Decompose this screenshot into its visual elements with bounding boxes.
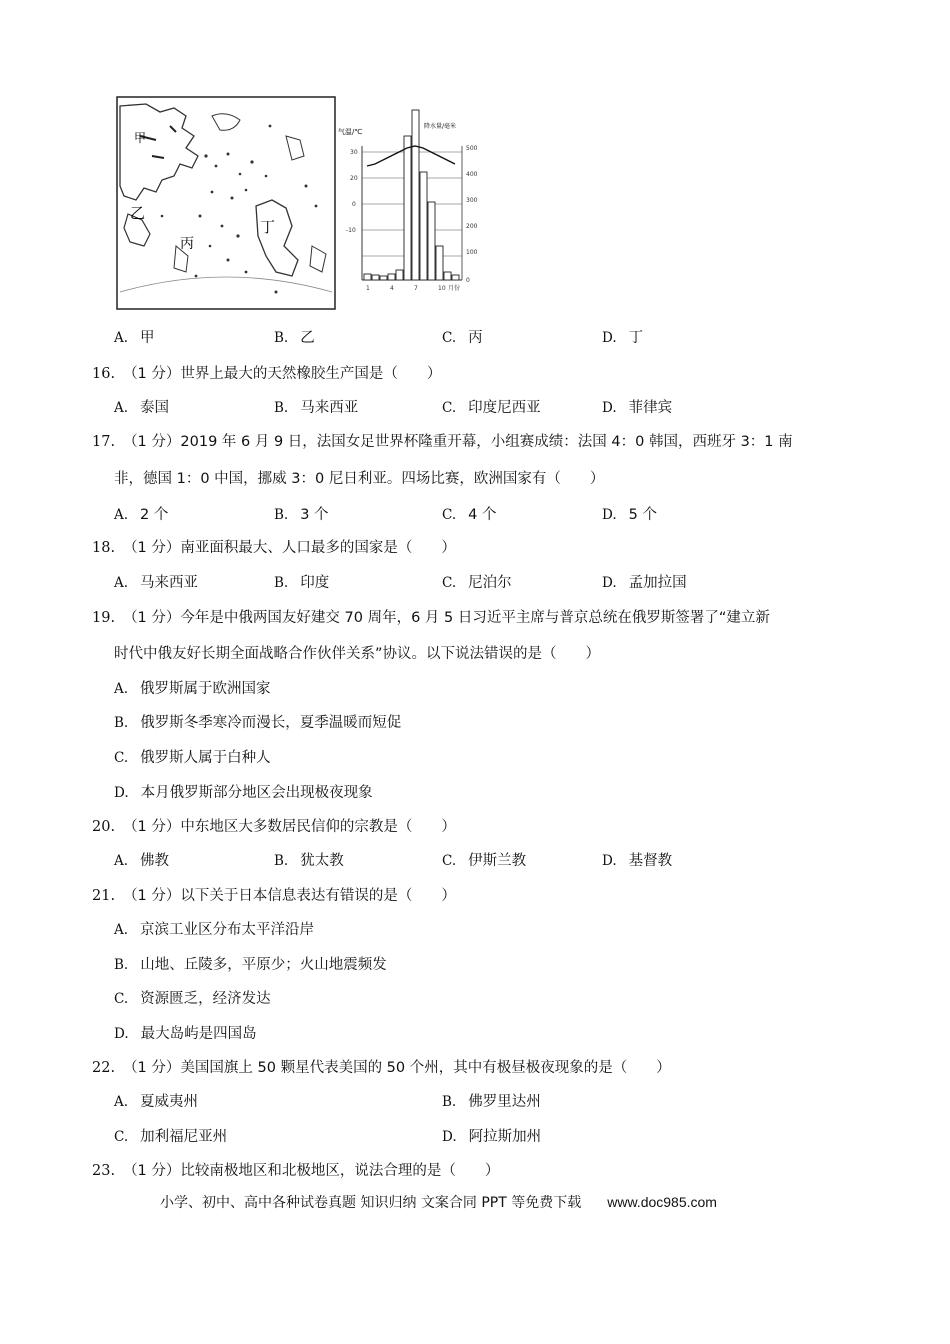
option-d[interactable]: D. 孟加拉国 <box>602 575 687 591</box>
option-c[interactable]: C. 尼泊尔 <box>442 575 512 591</box>
option-c[interactable]: C. 丙 <box>442 330 483 346</box>
question-19-continued: 时代中俄友好长期全面战略合作伙伴关系”协议。以下说法错误的是（ ） <box>114 646 601 662</box>
option-text: 4 个 <box>468 507 497 523</box>
option-a[interactable]: A. 京滨工业区分布太平洋沿岸 <box>114 922 315 938</box>
option-a[interactable]: A. 佛教 <box>114 853 170 869</box>
option-text: 马来西亚 <box>300 400 359 416</box>
option-text: 佛罗里达州 <box>468 1094 541 1110</box>
option-c[interactable]: C. 伊斯兰教 <box>442 853 527 869</box>
option-text: 佛教 <box>140 853 170 869</box>
option-c[interactable]: C. 加利福尼亚州 <box>114 1129 228 1145</box>
option-d[interactable]: D. 菲律宾 <box>602 400 673 416</box>
option-a[interactable]: A. 俄罗斯属于欧洲国家 <box>114 681 271 697</box>
question-21: 21. （1 分）以下关于日本信息表达有错误的是（ ） <box>92 888 456 904</box>
option-text: 犹太教 <box>300 853 344 869</box>
temp-axis-label: 气温/℃ <box>338 128 363 136</box>
precip-tick: 100 <box>466 249 478 256</box>
month-tick: 4 <box>390 285 394 292</box>
precip-tick: 200 <box>466 223 478 230</box>
map-label-bing: 丙 <box>180 236 194 252</box>
option-text: 阿拉斯加州 <box>468 1129 542 1145</box>
question-23: 23. （1 分）比较南极地区和北极地区，说法合理的是（ ） <box>92 1163 500 1179</box>
option-text: 资源匮乏，经济发达 <box>140 991 271 1007</box>
option-text: 乙 <box>300 330 315 346</box>
footer-site-link[interactable]: www.doc985.com <box>607 1194 717 1210</box>
option-b[interactable]: B. 乙 <box>274 330 315 346</box>
precip-tick: 400 <box>466 171 478 178</box>
map <box>117 97 335 309</box>
option-b[interactable]: B. 马来西亚 <box>274 400 359 416</box>
question-20: 20. （1 分）中东地区大多数居民信仰的宗教是（ ） <box>92 819 456 835</box>
option-d[interactable]: D. 本月俄罗斯部分地区会出现极夜现象 <box>114 785 373 801</box>
option-text: 印度 <box>300 575 330 591</box>
option-text: 2 个 <box>140 507 169 523</box>
question-19: 19. （1 分）今年是中俄两国友好建交 70 周年，6 月 5 日习近平主席与普京总统在俄罗斯签署了“建立新 <box>92 610 770 626</box>
question-16: 16. （1 分）世界上最大的天然橡胶生产国是（ ） <box>92 366 442 382</box>
option-a[interactable]: A. 夏威夷州 <box>114 1094 199 1110</box>
option-text: 印度尼西亚 <box>468 400 541 416</box>
map-label-ding: 丁 <box>260 218 276 236</box>
option-text: 京滨工业区分布太平洋沿岸 <box>140 922 315 938</box>
option-d[interactable]: D. 阿拉斯加州 <box>442 1129 542 1145</box>
month-tick: 10 <box>438 285 446 292</box>
temp-tick: 30 <box>350 149 358 156</box>
temp-tick: 20 <box>350 175 358 182</box>
option-c[interactable]: C. 俄罗斯人属于白种人 <box>114 750 271 766</box>
option-text: 马来西亚 <box>140 575 199 591</box>
option-d[interactable]: D. 基督教 <box>602 853 673 869</box>
option-b[interactable]: B. 俄罗斯冬季寒冷而漫长，夏季温暖而短促 <box>114 715 402 731</box>
option-c[interactable]: C. 印度尼西亚 <box>442 400 541 416</box>
option-c[interactable]: C. 4 个 <box>442 507 497 523</box>
option-text: 泰国 <box>140 400 170 416</box>
option-text: 菲律宾 <box>628 400 673 416</box>
option-text: 丁 <box>628 330 644 346</box>
option-text: 本月俄罗斯部分地区会出现极夜现象 <box>140 785 373 801</box>
question-18: 18. （1 分）南亚面积最大、人口最多的国家是（ ） <box>92 540 456 556</box>
option-text: 5 个 <box>628 507 657 523</box>
option-d[interactable]: D. 5 个 <box>602 507 657 523</box>
option-text: 尼泊尔 <box>468 575 512 591</box>
question-17-continued: 非，德国 1：0 中国，挪威 3：0 尼日利亚。四场比赛，欧洲国家有（ ） <box>114 471 605 487</box>
question-17: 17. （1 分）2019 年 6 月 9 日，法国女足世界杯隆重开幕，小组赛成绩：法国 4：0 韩国，西班牙 3：1 南 <box>92 434 793 450</box>
month-tick: 7 <box>414 285 418 292</box>
map-label-jia: 甲 <box>134 131 147 145</box>
option-d[interactable]: D. 丁 <box>602 330 644 346</box>
option-text: 丙 <box>468 330 483 346</box>
option-c[interactable]: C. 资源匮乏，经济发达 <box>114 991 271 1007</box>
climate-chart <box>338 110 478 292</box>
option-text: 甲 <box>140 330 155 346</box>
option-a[interactable]: A. 2 个 <box>114 507 169 523</box>
option-text: 3 个 <box>300 507 329 523</box>
temp-tick: -10 <box>346 227 356 234</box>
option-b[interactable]: B. 山地、丘陵多，平原少；火山地震频发 <box>114 957 387 973</box>
option-text: 夏威夷州 <box>140 1094 199 1110</box>
month-tick: 1 <box>366 285 370 292</box>
question-22: 22. （1 分）美国国旗上 50 颗星代表美国的 50 个州，其中有极昼极夜现象的是（ ） <box>92 1060 671 1076</box>
precip-tick: 500 <box>466 145 478 152</box>
option-b[interactable]: B. 犹太教 <box>274 853 344 869</box>
precip-legend: 降水量/毫米 <box>424 123 457 130</box>
option-text: 基督教 <box>628 853 673 869</box>
option-d[interactable]: D. 最大岛屿是四国岛 <box>114 1026 257 1042</box>
precip-tick: 0 <box>466 277 470 284</box>
option-b[interactable]: B. 佛罗里达州 <box>442 1094 541 1110</box>
option-text: 最大岛屿是四国岛 <box>140 1026 257 1042</box>
option-b[interactable]: B. 印度 <box>274 575 330 591</box>
option-a[interactable]: A. 马来西亚 <box>114 575 199 591</box>
option-text: 孟加拉国 <box>628 575 687 591</box>
option-text: 俄罗斯属于欧洲国家 <box>140 681 271 697</box>
option-text: 山地、丘陵多，平原少；火山地震频发 <box>140 957 387 973</box>
question-15-figure <box>116 96 488 312</box>
footer-text: 小学、初中、高中各种试卷真题 知识归纳 文案合同 PPT 等免费下载 <box>160 1195 582 1211</box>
option-text: 俄罗斯冬季寒冷而漫长，夏季温暖而短促 <box>140 715 402 731</box>
precip-tick: 300 <box>466 197 478 204</box>
month-axis-label: 月份 <box>448 285 461 292</box>
option-b[interactable]: B. 3 个 <box>274 507 329 523</box>
temp-tick: 0 <box>352 201 356 208</box>
option-text: 俄罗斯人属于白种人 <box>140 750 271 766</box>
option-text: 加利福尼亚州 <box>140 1129 228 1145</box>
page-footer <box>160 1192 717 1212</box>
map-label-yi: 乙 <box>130 204 146 222</box>
option-a[interactable]: A. 泰国 <box>114 400 170 416</box>
option-text: 伊斯兰教 <box>468 853 527 869</box>
option-a[interactable]: A. 甲 <box>114 330 155 346</box>
